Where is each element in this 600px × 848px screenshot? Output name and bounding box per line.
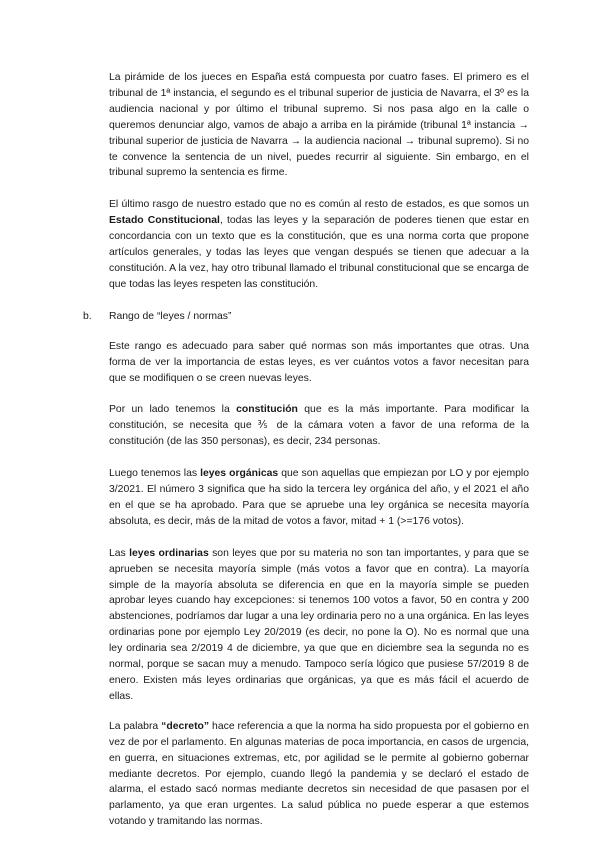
section-title: Rango de “leyes / normas”	[109, 310, 232, 322]
paragraph-constitutional-state	[109, 197, 529, 292]
paragraph-text: Las	[109, 547, 130, 559]
paragraph-constitution	[109, 402, 529, 450]
paragraph-text: La palabra	[109, 720, 162, 732]
bold-term: leyes orgánicas	[200, 468, 279, 480]
paragraph-text: Luego tenemos las	[109, 468, 201, 480]
bold-term: Estado Constitucional	[109, 215, 220, 227]
paragraph-text: Por un lado tenemos la	[109, 404, 237, 416]
paragraph-text: que son aquellas que empiezan por LO y por ejemplo 3/2021. El número 3 significa que ha sido la tercera ley orgánica del año, y el 2021 el año en el que se ha aprobado. Para que se apruebe una ley orgánica se necesita mayoría absoluta, es decir, más de la mitad de votos a favor, mitad + 1 (>=176 votos).	[109, 468, 529, 527]
paragraph-text: que es la más importante. Para modificar la constitución, se necesita que ⅗ de la cámara voten a favor de una reforma de la constitución (de las 350 personas), es decir, 234 personas.	[109, 404, 530, 448]
bold-term: “decreto”	[161, 720, 210, 732]
section-heading	[83, 309, 529, 325]
paragraph-text: , todas las leyes y la separación de poderes tienen que estar en concordancia con un texto que es la constitución, que es una norma corta que propone artículos generales, y todas las leyes que vengan después se tienen que adecuar a la constitución. A la vez, hay otro tribunal llamado el tribunal constitucional que se encarga de que todas las leyes respeten las constitución.	[109, 215, 530, 290]
list-marker: b.	[83, 310, 92, 322]
bold-term: leyes ordinarias	[129, 547, 209, 559]
document-body	[83, 70, 530, 846]
paragraph-text: Este rango es adecuado para saber qué normas son más importantes que otras. Una forma de ver la importancia de estas leyes, es ver cuántos votos a favor necesitan para que se modifiquen o se creen nuevas leyes.	[109, 340, 529, 384]
bold-term: constitución	[236, 404, 298, 416]
paragraph-decree	[109, 719, 529, 830]
paragraph-text: hace referencia a que la norma ha sido propuesta por el gobierno en vez de por el parlamento. En algunas materias de poca importancia, en casos de urgencia, en guerra, en situaciones extremas, etc, por agilidad se le permite al gobierno gobernar mediante decretos. Por ejemplo, cuando llegó la pandemia y se declaró el estado de alarma, el estado sacó normas mediante decretos sin necesidad de que pasasen por el parlamento, ya que eran urgentes. La salud pública no puede esperar a que estemos votando y tramitando las normas.	[109, 720, 529, 828]
paragraph-text: son leyes que por su materia no son tan importantes, y para que se aprueben se necesita mayoría simple (más votos a favor que en contra). La mayoría simple de la mayoría absoluta se diferencia en que en la mayoría simple se pueden aprobar leyes cuando hay excepciones: si tenemos 100 votos a favor, 50 en contra y 200 abstenciones, podríamos dar lugar a una ley ordinaria pero no a una orgánica. En las leyes ordinarias pone por ejemplo Ley 20/2019 (es decir, no pone la O). No es normal que una ley ordinaria sea 2/2019 4 de diciembre, ya que que en diciembre sea la segunda no es normal, porque se sacan muy a menudo. Tampoco sería lógico que pusiese 57/2019 8 de enero. Existen más leyes ordinarias que orgánicas, ya que es más fácil el acuerdo de ellas.	[109, 547, 529, 702]
paragraph-text: La pirámide de los jueces en España está compuesta por cuatro fases. El primero es el tribunal de 1ª instancia, el segundo es el tribunal superior de justicia de Navarra, el 3º es la audiencia nacional y por último el tribunal supremo. Si nos pasa algo en la calle o queremos denunciar algo, vamos de abajo a arriba en la pirámide (tribunal 1ª instancia → tribunal superior de justicia de Navarra → la audiencia nacional → tribunal supremo). Si no te convence la sentencia de un nivel, puedes recurrir al siguiente. Sin embargo, en el tribunal supremo la sentencia es firme.	[109, 72, 529, 179]
paragraph-judges-pyramid	[109, 70, 529, 181]
paragraph-text: El último rasgo de nuestro estado que no es común al resto de estados, es que somos un	[109, 199, 529, 211]
paragraph-ordinary-laws	[109, 546, 529, 705]
paragraph-rank-intro	[109, 339, 529, 387]
paragraph-organic-laws	[109, 466, 529, 530]
